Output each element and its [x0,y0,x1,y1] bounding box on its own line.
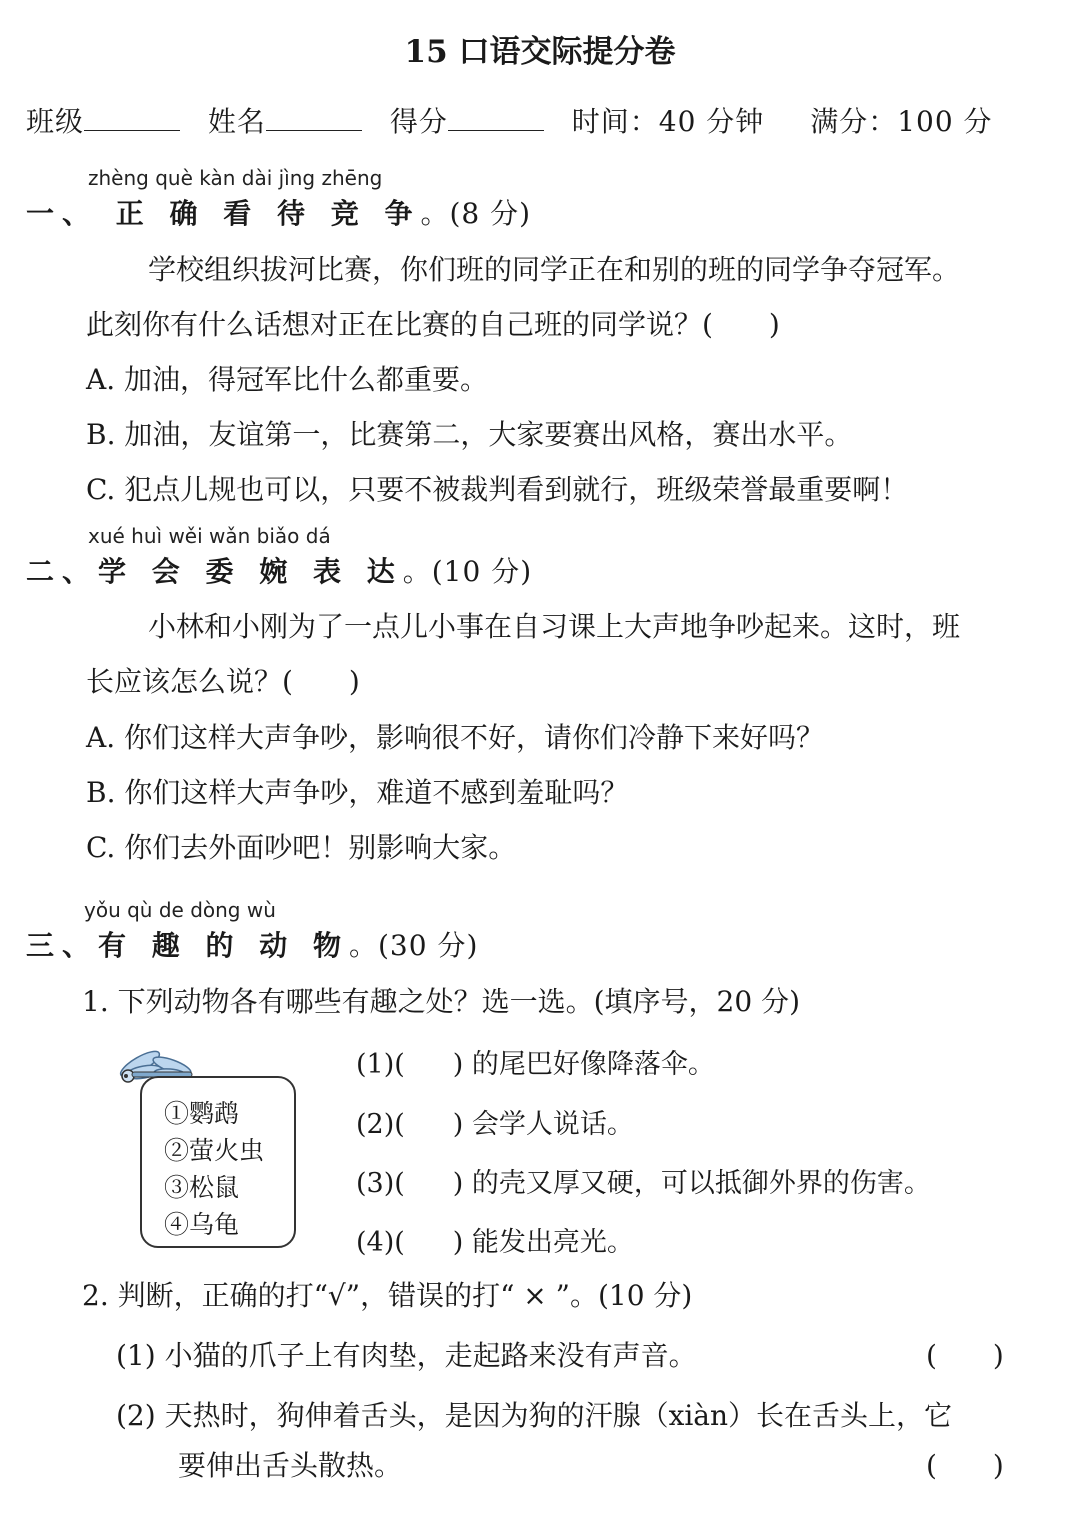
q1-item-4-text: 能发出亮光。 [471,1227,634,1258]
section2-pinyin: xué huì wěi wǎn biǎo dá [88,524,331,548]
section1-points: 。(8 分) [420,197,532,230]
q1-item-3-close: ) [452,1168,464,1199]
q1-item-1-number: (1)( [356,1049,405,1080]
section2-option-c[interactable]: C. 你们去外面吵吧！别影响大家。 [86,831,517,864]
section1-pinyin: zhèng què kàn dài jìng zhēng [88,166,383,190]
time-info: 时间：40 分钟 [571,105,765,138]
q1-item-2-close: ) [452,1109,464,1140]
section2-points: 。(10 分) [402,555,533,588]
section2-option-a[interactable]: A. 你们这样大声争吵，影响很不好，请你们冷静下来好吗？ [86,721,825,754]
section2-heading [26,550,532,590]
section3-pinyin: yǒu qù de dòng wù [84,898,276,922]
q1-item-2-number: (2)( [356,1109,405,1140]
section1-heading-text: 一、 正 确 看 待 竞 争 [26,197,421,230]
name-blank[interactable] [266,104,362,131]
q1-item-3-text: 的壳又厚又硬，可以抵御外界的伤害。 [471,1168,931,1199]
q1-item-1-text: 的尾巴好像降落伞。 [471,1049,715,1080]
animal-option-4: ④乌龟 [164,1210,240,1239]
q2-title: 2. 判断，正确的打“√”，错误的打“ × ”。(10 分) [82,1279,693,1312]
animal-option-3: ③松鼠 [164,1173,240,1202]
q2-item-2-answer-blank[interactable]: ( ) [926,1449,1004,1482]
section2-para-line2: 长应该怎么说？( ) [86,665,360,698]
q1-item-2 [356,1102,634,1141]
score-label: 得分 [389,105,448,138]
q1-item-2-text: 会学人说话。 [471,1109,634,1140]
page-title: 15 口语交际提分卷 [404,34,676,70]
section1-para-line2: 此刻你有什么话想对正在比赛的自己班的同学说？( ) [86,308,780,341]
q2-item-2-line1: (2) 天热时，狗伸着舌头，是因为狗的汗腺（xiàn）长在舌头上，它 [116,1399,953,1432]
animal-options-frame [140,1076,296,1248]
q1-item-1-close: ) [452,1049,464,1080]
q1-item-4-close: ) [452,1227,464,1258]
animal-option-1: ①鹦鹉 [164,1099,240,1128]
section1-option-b[interactable]: B. 加油，友谊第一，比赛第二，大家要赛出风格，赛出水平。 [86,418,853,451]
name-label: 姓名 [207,105,266,138]
section2-para-line1: 小林和小刚为了一点儿小事在自习课上大声地争吵起来。这时，班 [148,610,961,643]
q1-item-1 [356,1042,715,1081]
q1-title: 1. 下列动物各有哪些有趣之处？选一选。(填序号，20 分) [82,985,800,1018]
section3-heading-text: 三、有 趣 的 动 物 [26,929,349,962]
score-blank[interactable] [448,104,544,131]
q1-item-4 [356,1220,634,1259]
q1-item-3 [356,1161,931,1200]
section1-heading [26,192,531,232]
full-score-info: 满分：100 分 [810,105,993,138]
section2-heading-text: 二、学 会 委 婉 表 达 [26,555,403,588]
q1-item-4-number: (4)( [356,1227,405,1258]
section3-points: 。(30 分) [349,929,479,962]
class-label: 班级 [26,105,85,138]
info-line [26,100,993,140]
class-blank[interactable] [84,104,180,131]
section3-heading [26,924,478,964]
section1-option-a[interactable]: A. 加油，得冠军比什么都重要。 [86,363,489,396]
q2-item-2-line2: 要伸出舌头散热。 [178,1449,403,1482]
animal-list-box [110,1042,310,1252]
animal-option-2: ②萤火虫 [164,1136,265,1165]
q2-item-1-answer-blank[interactable]: ( ) [926,1339,1004,1372]
section1-para-line1: 学校组织拔河比赛，你们班的同学正在和别的班的同学争夺冠军。 [148,253,961,286]
section2-option-b[interactable]: B. 你们这样大声争吵，难道不感到羞耻吗？ [86,776,629,809]
section1-option-c[interactable]: C. 犯点儿规也可以，只要不被裁判看到就行，班级荣誉最重要啊！ [86,473,909,506]
q1-item-3-number: (3)( [356,1168,405,1199]
q2-item-1: (1) 小猫的爪子上有肉垫，走起路来没有声音。 [116,1339,697,1372]
